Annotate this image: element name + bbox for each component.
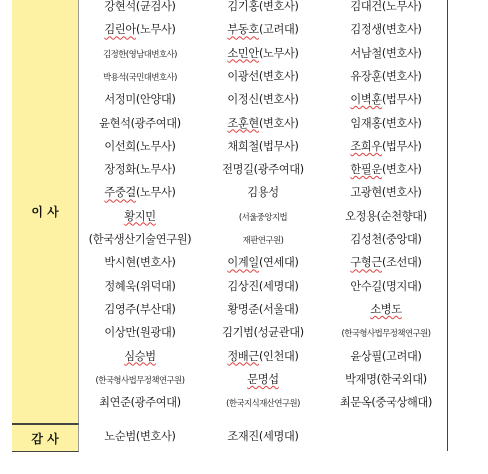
director-entry: 서정미(안양대) xyxy=(104,93,176,107)
director-entry: 강현석(균검사) xyxy=(104,0,176,13)
director-entry: 채희철(법무사) xyxy=(227,139,299,153)
director-entry: 서남철(변호사) xyxy=(350,46,422,60)
director-entry: 심승범 xyxy=(124,349,156,363)
director-entry: 황지민 xyxy=(124,209,156,223)
director-entry: 재판연구원) xyxy=(242,235,284,245)
director-entry: 안수길(명지대) xyxy=(350,279,422,293)
director-entry: 김상진(세명대) xyxy=(227,279,299,293)
director-entry: 최연준(광주여대) xyxy=(99,396,181,410)
director-entry: 장정화(노무사) xyxy=(104,163,176,177)
director-entry: 구형근(조선대) xyxy=(350,256,422,270)
director-entry: 김기홍(변호사) xyxy=(227,0,299,13)
director-entry: 윤상필(고려대) xyxy=(350,349,422,363)
director-entry: 부동호(고려대) xyxy=(227,23,299,37)
director-entry: (한국형사법무정책연구원) xyxy=(95,374,185,385)
auditor-entry: 조재진(세명대) xyxy=(227,430,299,443)
director-entry: 정혜욱(위덕대) xyxy=(104,279,176,293)
director-entry: (서울중앙지법 xyxy=(238,211,288,222)
director-entry: 조희우(법무사) xyxy=(350,139,422,153)
director-entry: 황명준(서울대) xyxy=(227,302,299,316)
auditors-label: 감 사 xyxy=(12,424,79,452)
director-entry: 김성천(중앙대) xyxy=(350,233,422,246)
director-entry: 문명섭 xyxy=(247,372,279,386)
director-entry: 정배근(인천대) xyxy=(227,349,299,363)
director-entry: 최문옥(중국상해대) xyxy=(339,396,433,410)
auditors-cell xyxy=(79,424,447,450)
director-entry: 김정한(영남대변호사) xyxy=(103,48,177,59)
director-entry: 이선희(노무사) xyxy=(104,139,176,153)
director-entry: 이벽훈(법무사) xyxy=(350,93,422,107)
director-entry: 이상만(원광대) xyxy=(104,326,176,340)
director-entry: 김대건(노무사) xyxy=(350,0,422,13)
director-entry: 전명길(광주여대) xyxy=(222,163,304,177)
director-entry: 소병도 xyxy=(370,302,402,316)
director-entry: 김정생(변호사) xyxy=(350,23,422,37)
director-entry: 주중걸(노무사) xyxy=(104,186,176,200)
directors-label: 이 사 xyxy=(12,0,79,424)
director-entry: (한국생산기술연구원) xyxy=(88,233,192,246)
directors-cell xyxy=(79,0,447,423)
auditor-entry: 노순범(변호사) xyxy=(104,430,176,443)
director-entry: 오정용(순천향대) xyxy=(345,209,427,223)
director-entry: 유장훈(변호사) xyxy=(350,69,422,83)
director-entry: 이정신(변호사) xyxy=(227,93,299,107)
director-entry: 김용성 xyxy=(247,186,279,200)
director-entry: (한국지식재산연구원) xyxy=(226,398,300,409)
director-entry: 윤현석(광주여대) xyxy=(99,116,181,130)
director-entry: 한필운(변호사) xyxy=(350,163,422,177)
director-entry: 고광현(변호사) xyxy=(350,186,422,200)
director-entry: 이광선(변호사) xyxy=(227,69,299,83)
director-entry: 임재홍(변호사) xyxy=(350,116,422,130)
director-entry: 박시현(변호사) xyxy=(104,256,176,270)
director-entry: 조훈현(변호사) xyxy=(227,116,299,130)
director-entry: 소민안(노무사) xyxy=(227,46,299,60)
director-entry: 이계일(연세대) xyxy=(227,256,299,270)
director-entry: 김영주(부산대) xyxy=(104,302,176,316)
director-entry: 김린아(노무사) xyxy=(104,23,176,37)
director-entry: (한국형사법무정책연구원) xyxy=(341,328,431,339)
director-entry: 박용석(국민대변호사) xyxy=(103,71,177,82)
director-entry: 박재명(한국외대) xyxy=(345,372,427,386)
director-entry: 김기범(성균관대) xyxy=(222,326,304,340)
table-right-border xyxy=(447,0,448,451)
